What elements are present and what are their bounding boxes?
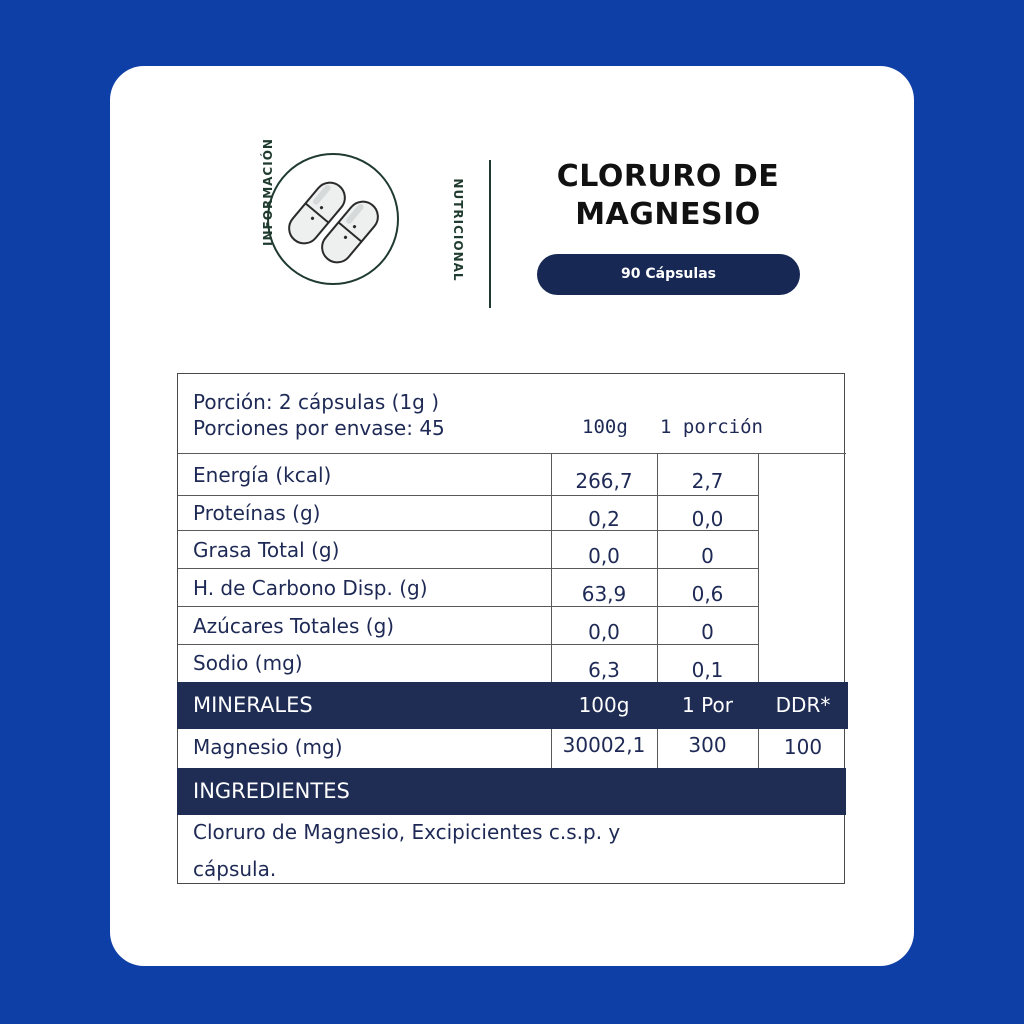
nutrient-value-100g: 266,7	[575, 469, 633, 493]
col-header-portion: 1 porción	[660, 416, 763, 438]
label-card: INFORMACIÓN NUTRICIONAL CLORURO DE MAGNESIO 90 Cápsulas Porción: 2 cápsulas (1g ) Porciones por envase: 45 100g 1 porción Energía (kcal) 266,7 2,7 Proteínas (g) 0,2 0,0 Grasa Total (g) 0,0 0 H. de Carbono Disp. (g) 63,9 0,6 Azúcares Totales (g) 0,0 0 Sodio (mg) 6,3 0,1 MINERALES 100g 1 Por DDR* Magnesio (mg) 30002,1 300 100 INGREDIENTES Cloruro de Magnesio, Excipicientes c.s.p. y cápsula.	[110, 66, 914, 966]
capsule-count-badge: 90 Cápsulas	[537, 254, 800, 295]
minerals-col-100g: 100g	[578, 693, 630, 717]
nutrient-name: Sodio (mg)	[193, 651, 303, 675]
servings-per-container: Porciones por envase: 45	[193, 416, 445, 440]
nutrient-value-100g: 63,9	[581, 582, 627, 606]
nutrient-name: Grasa Total (g)	[193, 538, 340, 562]
serving-size: Porción: 2 cápsulas (1g )	[193, 390, 440, 414]
nutrient-value-100g: 0,0	[588, 620, 620, 644]
nutrient-value-portion: 0,6	[691, 582, 724, 606]
title-line-2: MAGNESIO	[575, 197, 761, 232]
nutrient-value-100g: 0,0	[588, 544, 620, 568]
nutrient-name: Azúcares Totales (g)	[193, 614, 395, 638]
divider	[178, 453, 846, 454]
ingredients-line-1: Cloruro de Magnesio, Excipicientes c.s.p. y	[193, 820, 621, 844]
minerals-header: MINERALES	[193, 693, 313, 717]
title-line-1: CLORURO DE	[556, 159, 780, 194]
nutrient-value-portion: 0	[701, 544, 714, 568]
nutrient-value-portion: 0,1	[691, 658, 724, 682]
mineral-value-portion: 300	[688, 733, 727, 757]
capsules-icon	[266, 152, 400, 286]
nutrient-name: Proteínas (g)	[193, 501, 321, 525]
ingredients-line-2: cápsula.	[193, 857, 277, 881]
header-divider	[489, 160, 491, 308]
minerals-col-portion: 1 Por	[682, 693, 733, 717]
divider	[178, 644, 758, 645]
mineral-value-ddr: 100	[783, 735, 823, 759]
divider	[178, 568, 758, 569]
minerals-col-ddr: DDR*	[775, 693, 831, 717]
divider	[178, 606, 758, 607]
nutrient-name: H. de Carbono Disp. (g)	[193, 576, 428, 600]
ingredients-header: INGREDIENTES	[193, 779, 350, 803]
minerals-header-bar	[177, 682, 848, 729]
ingredients-header-bar	[177, 768, 846, 815]
nutrient-value-100g: 6,3	[588, 658, 620, 682]
nutrient-value-portion: 2,7	[691, 469, 724, 493]
nutrient-value-portion: 0,0	[691, 507, 724, 531]
nutrition-table	[177, 373, 845, 884]
divider	[178, 495, 758, 496]
product-title	[530, 158, 806, 234]
nutrient-name: Energía (kcal)	[193, 463, 332, 487]
nutrient-value-portion: 0	[701, 620, 714, 644]
col-header-100g: 100g	[582, 416, 628, 438]
mineral-value-100g: 30002,1	[562, 733, 646, 757]
nutrient-value-100g: 0,2	[588, 507, 620, 531]
mineral-name: Magnesio (mg)	[193, 735, 343, 759]
divider	[758, 453, 759, 682]
